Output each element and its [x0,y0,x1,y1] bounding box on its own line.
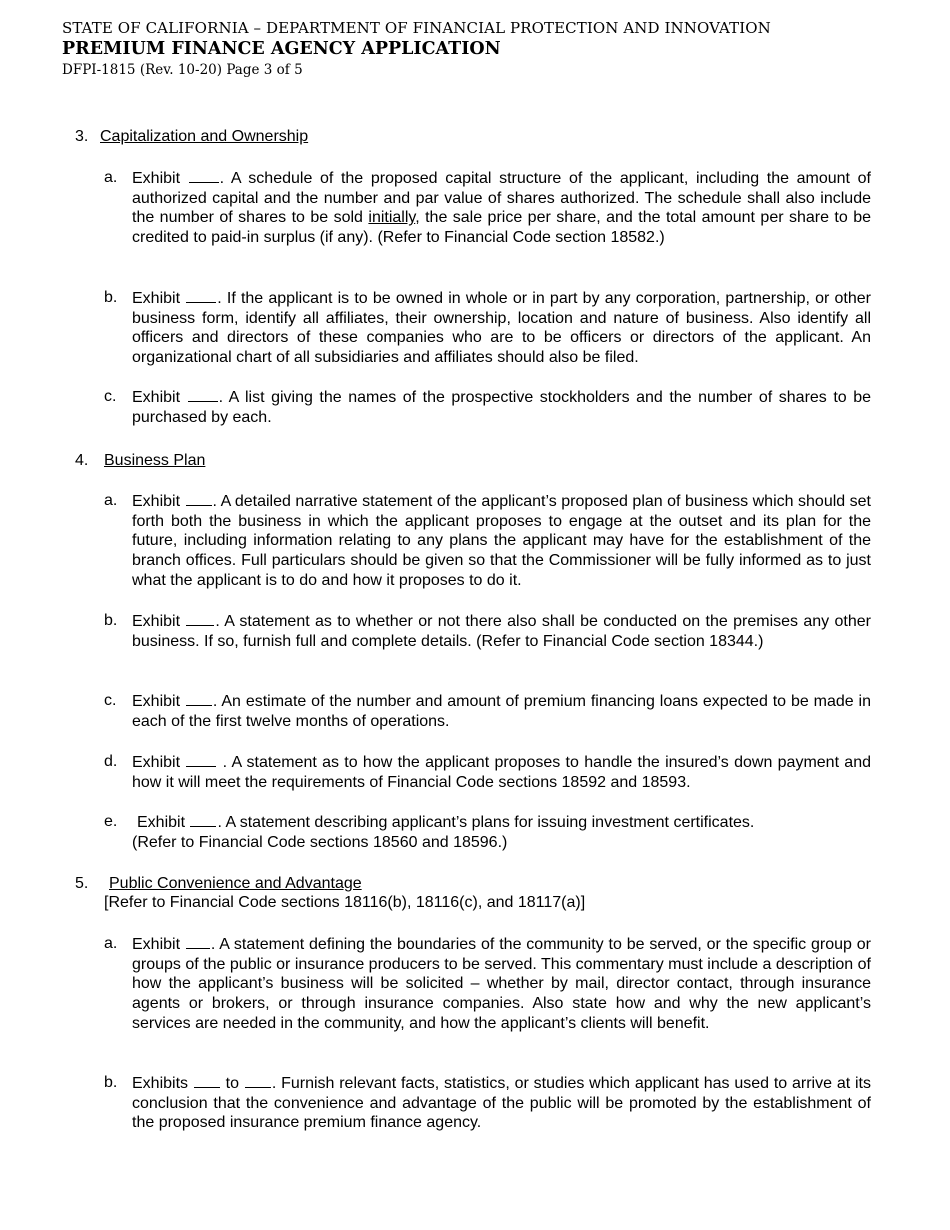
form-title: PREMIUM FINANCE AGENCY APPLICATION [62,39,501,59]
item-text: . A statement as to whether or not there also shall be conducted on the premises any other business. If so, furnish full and complete details. (Refer to Financial Code section 18344.) [132,613,871,650]
item-3c [104,387,871,427]
item-label: c. [104,388,117,405]
exhibit-number-field[interactable] [186,491,212,506]
item-text: . A detailed narrative statement of the applicant’s proposed plan of business which should set forth both the business in which the applicant proposes to engage at the outset and its plan for the future, including information relating to any plans the applicant may have for the establishment of the branch offices. Full particulars should be given so that the Commissioner will be fully informed as to just what the applicant is to do and how it proposes to do it. [132,493,871,589]
item-text: (Refer to Financial Code sections 18560 and 18596.) [132,833,508,851]
section-number: 4. [75,452,89,469]
item-label: a. [104,492,118,509]
item-text: . Furnish relevant facts, statistics, or studies which applicant has used to arrive at its conclusion that the convenience and advantage of the public will be promoted by the establishment of the proposed insurance premium finance agency. [132,1075,871,1132]
exhibit-number-field[interactable] [186,934,210,949]
item-text-emphasis: initially [368,209,416,227]
item-text: . If the applicant is to be owned in whole or in part by any corporation, partnership, or other business form, identify all affiliates, their ownership, location and nature of business. Also identify all officers and directors of these companies who are to be officers or directors of the applicant. An organizational chart of all subsidiaries and affiliates should also be filed. [132,290,871,367]
item-label: b. [104,289,118,306]
form-header [62,18,771,80]
item-text: . A statement as to how the applicant proposes to handle the insured’s down payment and how it will meet the requirements of Financial Code sections 18592 and 18593. [132,754,871,791]
item-5a [104,934,871,1034]
item-label: a. [104,169,118,186]
exhibit-number-field[interactable] [186,288,216,303]
item-3b [104,288,871,368]
section-5-heading [75,874,362,894]
item-label: b. [104,1074,118,1091]
exhibit-label: Exhibit [132,613,181,630]
item-label: b. [104,612,118,629]
item-text: . A statement describing applicant’s plans for issuing investment certificates. [217,814,755,831]
item-label: e. [104,813,118,830]
exhibit-end-field[interactable] [245,1073,271,1088]
item-text: . An estimate of the number and amount of premium financing loans expected to be made in each of the first twelve months of operations. [132,693,871,730]
exhibit-range-to: to [225,1075,239,1092]
item-text: . A list giving the names of the prospective stockholders and the number of shares to be purchased by each. [132,389,871,426]
exhibit-number-field[interactable] [190,812,216,827]
exhibit-number-field[interactable] [186,611,214,626]
section-number: 5. [75,875,89,892]
exhibit-label: Exhibit [132,170,181,187]
item-4a [104,491,871,591]
exhibit-label: Exhibit [132,936,181,953]
section-title: Business Plan [104,452,206,469]
exhibit-number-field[interactable] [189,168,219,183]
item-5b [104,1073,871,1133]
item-4d [104,752,871,792]
exhibit-number-field[interactable] [188,387,218,402]
exhibit-number-field[interactable] [186,752,216,767]
section-title: Public Convenience and Advantage [109,875,362,892]
section-title: Capitalization and Ownership [100,128,309,145]
exhibit-label: Exhibit [137,814,186,831]
exhibit-label: Exhibit [132,290,181,307]
section-4-heading [75,451,205,471]
section-number: 3. [75,128,89,145]
item-label: d. [104,753,118,770]
item-text: . A schedule of the proposed capital structure of the applicant, including the amount of authorized capital and the number and par value of shares authorized. The schedule shall also include the number of shares to be sold [132,170,871,227]
item-4c [104,691,871,731]
agency-name: STATE OF CALIFORNIA – DEPARTMENT OF FINANCIAL PROTECTION AND INNOVATION [62,19,771,37]
exhibit-label: Exhibit [132,493,181,510]
item-4e [104,812,871,852]
exhibit-start-field[interactable] [194,1073,220,1088]
item-3a [104,168,871,248]
item-text: , the sale price per share, and the total amount per share to be credited to paid-in surplus (if any). (Refer to Financial Code section 18582.) [132,209,872,247]
item-text: . A statement defining the boundaries of the community to be served, or the specific group or groups of the public or insurance producers to be served. This commentary must include a description of how the applicant’s business will be solicited – whether by mail, director contact, through insurance agents or brokers, or through insurance companies. Also state how and why the new applicant’s services are needed in the community, and how the applicant’s clients will benefit. [132,936,871,1032]
section-3-heading [75,127,308,147]
item-label: a. [104,935,118,952]
exhibit-number-field[interactable] [186,691,212,706]
exhibit-label: Exhibit [132,693,181,710]
section-5-reference: [Refer to Financial Code sections 18116(b), 18116(c), and 18117(a)] [104,894,586,911]
exhibit-label: Exhibit [132,754,181,771]
item-label: c. [104,692,117,709]
form-info: DFPI-1815 (Rev. 10-20) Page 3 of 5 [62,62,303,78]
exhibit-label: Exhibits [132,1075,189,1092]
exhibit-label: Exhibit [132,389,181,406]
item-4b [104,611,871,651]
